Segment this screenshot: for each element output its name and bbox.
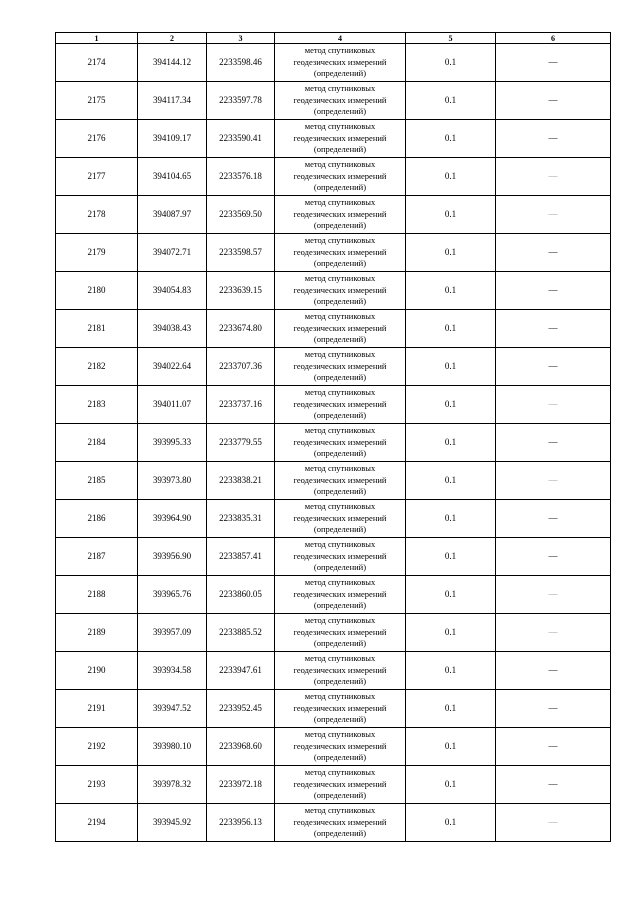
method-cell: [275, 272, 406, 310]
method-line: геодезических измерений: [293, 816, 387, 827]
note-cell: [496, 652, 611, 690]
point-number-cell: 2177: [56, 158, 138, 196]
y-coordinate-cell: 2233857.41: [207, 538, 275, 576]
x-coordinate-cell: 393934.58: [138, 652, 207, 690]
x-coordinate-cell: 394038.43: [138, 310, 207, 348]
method-line: метод спутниковых: [304, 501, 376, 512]
accuracy-cell: 0.1: [406, 424, 496, 462]
x-coordinate-cell: 394011.07: [138, 386, 207, 424]
note-cell: [496, 500, 611, 538]
accuracy-cell: 0.1: [406, 576, 496, 614]
note-dash: —: [548, 665, 558, 675]
table-row: [56, 120, 611, 158]
note-dash: —: [548, 361, 558, 371]
method-line: (определений): [313, 68, 367, 79]
method-line: (определений): [313, 258, 367, 269]
method-line: метод спутниковых: [304, 539, 376, 550]
method-line: метод спутниковых: [304, 691, 376, 702]
method-line: метод спутниковых: [304, 159, 376, 170]
accuracy-cell: 0.1: [406, 120, 496, 158]
method-cell: [275, 538, 406, 576]
method-line: геодезических измерений: [293, 322, 387, 333]
y-coordinate-cell: 2233598.57: [207, 234, 275, 272]
method-line: (определений): [313, 562, 367, 573]
point-number-cell: 2174: [56, 44, 138, 82]
method-line: геодезических измерений: [293, 56, 387, 67]
note-cell: [496, 462, 611, 500]
method-line: геодезических измерений: [293, 512, 387, 523]
method-cell: [275, 348, 406, 386]
method-line: геодезических измерений: [293, 626, 387, 637]
table-row: [56, 728, 611, 766]
accuracy-cell: 0.1: [406, 158, 496, 196]
point-number-cell: 2183: [56, 386, 138, 424]
method-line: метод спутниковых: [304, 805, 376, 816]
point-number-cell: 2190: [56, 652, 138, 690]
note-cell: [496, 234, 611, 272]
point-number-cell: 2180: [56, 272, 138, 310]
method-cell: [275, 576, 406, 614]
note-dash: —: [548, 703, 558, 713]
column-header-2: 2: [138, 33, 207, 44]
point-number-cell: 2176: [56, 120, 138, 158]
method-line: метод спутниковых: [304, 311, 376, 322]
method-line: (определений): [313, 828, 367, 839]
point-number-cell: 2187: [56, 538, 138, 576]
x-coordinate-cell: 393956.90: [138, 538, 207, 576]
point-number-cell: 2181: [56, 310, 138, 348]
note-cell: [496, 614, 611, 652]
table-row: [56, 652, 611, 690]
method-line: (определений): [313, 144, 367, 155]
y-coordinate-cell: 2233947.61: [207, 652, 275, 690]
note-dash: —: [548, 171, 558, 181]
note-cell: [496, 310, 611, 348]
x-coordinate-cell: 394087.97: [138, 196, 207, 234]
method-cell: [275, 462, 406, 500]
x-coordinate-cell: 393945.92: [138, 804, 207, 842]
method-line: (определений): [313, 714, 367, 725]
y-coordinate-cell: 2233590.41: [207, 120, 275, 158]
note-cell: [496, 690, 611, 728]
method-line: геодезических измерений: [293, 208, 387, 219]
note-cell: [496, 196, 611, 234]
table-row: [56, 234, 611, 272]
method-line: метод спутниковых: [304, 463, 376, 474]
table-row: [56, 576, 611, 614]
y-coordinate-cell: 2233597.78: [207, 82, 275, 120]
y-coordinate-cell: 2233956.13: [207, 804, 275, 842]
table-body: [56, 44, 611, 842]
note-dash: —: [548, 475, 558, 485]
table-row: [56, 500, 611, 538]
method-line: геодезических измерений: [293, 132, 387, 143]
method-line: метод спутниковых: [304, 425, 376, 436]
note-cell: [496, 804, 611, 842]
method-line: геодезических измерений: [293, 588, 387, 599]
table-row: [56, 766, 611, 804]
note-cell: [496, 576, 611, 614]
column-header-3: 3: [207, 33, 275, 44]
coordinates-table: [55, 32, 611, 842]
note-dash: —: [548, 589, 558, 599]
table-row: [56, 386, 611, 424]
x-coordinate-cell: 394054.83: [138, 272, 207, 310]
y-coordinate-cell: 2233737.16: [207, 386, 275, 424]
accuracy-cell: 0.1: [406, 728, 496, 766]
y-coordinate-cell: 2233885.52: [207, 614, 275, 652]
method-cell: [275, 804, 406, 842]
table-row: [56, 196, 611, 234]
note-dash: —: [548, 627, 558, 637]
x-coordinate-cell: 394104.65: [138, 158, 207, 196]
y-coordinate-cell: 2233860.05: [207, 576, 275, 614]
table-row: [56, 310, 611, 348]
method-line: геодезических измерений: [293, 436, 387, 447]
method-line: метод спутниковых: [304, 121, 376, 132]
point-number-cell: 2178: [56, 196, 138, 234]
method-line: (определений): [313, 296, 367, 307]
accuracy-cell: 0.1: [406, 614, 496, 652]
method-cell: [275, 614, 406, 652]
y-coordinate-cell: 2233972.18: [207, 766, 275, 804]
point-number-cell: 2193: [56, 766, 138, 804]
note-dash: —: [548, 133, 558, 143]
accuracy-cell: 0.1: [406, 196, 496, 234]
table-row: [56, 424, 611, 462]
x-coordinate-cell: 393980.10: [138, 728, 207, 766]
accuracy-cell: 0.1: [406, 234, 496, 272]
note-cell: [496, 424, 611, 462]
method-line: (определений): [313, 676, 367, 687]
note-cell: [496, 728, 611, 766]
accuracy-cell: 0.1: [406, 348, 496, 386]
note-dash: —: [548, 247, 558, 257]
y-coordinate-cell: 2233952.45: [207, 690, 275, 728]
method-line: (определений): [313, 448, 367, 459]
method-cell: [275, 424, 406, 462]
method-line: метод спутниковых: [304, 349, 376, 360]
column-header-1: 1: [56, 33, 138, 44]
method-line: метод спутниковых: [304, 767, 376, 778]
note-cell: [496, 766, 611, 804]
method-line: метод спутниковых: [304, 197, 376, 208]
note-dash: —: [548, 399, 558, 409]
method-line: геодезических измерений: [293, 740, 387, 751]
method-line: метод спутниковых: [304, 653, 376, 664]
method-cell: [275, 728, 406, 766]
table-row: [56, 690, 611, 728]
method-cell: [275, 766, 406, 804]
column-header-5: 5: [406, 33, 496, 44]
method-line: (определений): [313, 372, 367, 383]
note-dash: —: [548, 285, 558, 295]
method-line: метод спутниковых: [304, 45, 376, 56]
y-coordinate-cell: 2233968.60: [207, 728, 275, 766]
table-row: [56, 158, 611, 196]
note-cell: [496, 44, 611, 82]
method-line: геодезических измерений: [293, 550, 387, 561]
y-coordinate-cell: 2233569.50: [207, 196, 275, 234]
method-line: геодезических измерений: [293, 170, 387, 181]
method-line: метод спутниковых: [304, 577, 376, 588]
note-dash: —: [548, 437, 558, 447]
y-coordinate-cell: 2233576.18: [207, 158, 275, 196]
method-cell: [275, 234, 406, 272]
point-number-cell: 2191: [56, 690, 138, 728]
note-dash: —: [548, 57, 558, 67]
method-cell: [275, 652, 406, 690]
method-line: геодезических измерений: [293, 702, 387, 713]
x-coordinate-cell: 394144.12: [138, 44, 207, 82]
method-line: (определений): [313, 638, 367, 649]
note-cell: [496, 348, 611, 386]
point-number-cell: 2185: [56, 462, 138, 500]
note-dash: —: [548, 95, 558, 105]
x-coordinate-cell: 394072.71: [138, 234, 207, 272]
note-cell: [496, 386, 611, 424]
x-coordinate-cell: 393947.52: [138, 690, 207, 728]
y-coordinate-cell: 2233779.55: [207, 424, 275, 462]
accuracy-cell: 0.1: [406, 538, 496, 576]
note-dash: —: [548, 513, 558, 523]
method-line: геодезических измерений: [293, 474, 387, 485]
accuracy-cell: 0.1: [406, 804, 496, 842]
method-line: (определений): [313, 752, 367, 763]
accuracy-cell: 0.1: [406, 462, 496, 500]
point-number-cell: 2184: [56, 424, 138, 462]
method-line: геодезических измерений: [293, 398, 387, 409]
method-cell: [275, 500, 406, 538]
y-coordinate-cell: 2233639.15: [207, 272, 275, 310]
accuracy-cell: 0.1: [406, 82, 496, 120]
note-cell: [496, 82, 611, 120]
point-number-cell: 2192: [56, 728, 138, 766]
method-line: геодезических измерений: [293, 664, 387, 675]
point-number-cell: 2189: [56, 614, 138, 652]
note-cell: [496, 538, 611, 576]
point-number-cell: 2175: [56, 82, 138, 120]
method-line: геодезических измерений: [293, 778, 387, 789]
method-line: (определений): [313, 410, 367, 421]
table-header: [56, 33, 611, 44]
method-line: метод спутниковых: [304, 273, 376, 284]
note-dash: —: [548, 323, 558, 333]
x-coordinate-cell: 394022.64: [138, 348, 207, 386]
table-row: [56, 82, 611, 120]
y-coordinate-cell: 2233707.36: [207, 348, 275, 386]
point-number-cell: 2194: [56, 804, 138, 842]
accuracy-cell: 0.1: [406, 310, 496, 348]
method-line: геодезических измерений: [293, 94, 387, 105]
table-row: [56, 614, 611, 652]
x-coordinate-cell: 394109.17: [138, 120, 207, 158]
accuracy-cell: 0.1: [406, 272, 496, 310]
point-number-cell: 2188: [56, 576, 138, 614]
method-line: метод спутниковых: [304, 83, 376, 94]
method-line: (определений): [313, 600, 367, 611]
method-cell: [275, 158, 406, 196]
method-line: (определений): [313, 334, 367, 345]
x-coordinate-cell: 393964.90: [138, 500, 207, 538]
x-coordinate-cell: 393995.33: [138, 424, 207, 462]
y-coordinate-cell: 2233835.31: [207, 500, 275, 538]
method-line: (определений): [313, 486, 367, 497]
note-dash: —: [548, 817, 558, 827]
accuracy-cell: 0.1: [406, 386, 496, 424]
table-row: [56, 44, 611, 82]
table-row: [56, 462, 611, 500]
table-row: [56, 538, 611, 576]
method-cell: [275, 310, 406, 348]
method-line: (определений): [313, 790, 367, 801]
method-line: метод спутниковых: [304, 387, 376, 398]
note-cell: [496, 120, 611, 158]
method-line: геодезических измерений: [293, 284, 387, 295]
point-number-cell: 2186: [56, 500, 138, 538]
accuracy-cell: 0.1: [406, 500, 496, 538]
method-cell: [275, 120, 406, 158]
column-header-4: 4: [275, 33, 406, 44]
y-coordinate-cell: 2233838.21: [207, 462, 275, 500]
accuracy-cell: 0.1: [406, 690, 496, 728]
note-dash: —: [548, 779, 558, 789]
method-cell: [275, 196, 406, 234]
note-dash: —: [548, 551, 558, 561]
method-line: геодезических измерений: [293, 360, 387, 371]
y-coordinate-cell: 2233674.80: [207, 310, 275, 348]
accuracy-cell: 0.1: [406, 652, 496, 690]
note-cell: [496, 272, 611, 310]
note-dash: —: [548, 209, 558, 219]
accuracy-cell: 0.1: [406, 766, 496, 804]
x-coordinate-cell: 393978.32: [138, 766, 207, 804]
note-dash: —: [548, 741, 558, 751]
method-cell: [275, 690, 406, 728]
method-line: (определений): [313, 220, 367, 231]
method-line: метод спутниковых: [304, 615, 376, 626]
method-line: (определений): [313, 106, 367, 117]
table-row: [56, 348, 611, 386]
table-row: [56, 272, 611, 310]
x-coordinate-cell: 394117.34: [138, 82, 207, 120]
method-cell: [275, 44, 406, 82]
method-line: (определений): [313, 182, 367, 193]
method-cell: [275, 386, 406, 424]
column-header-6: 6: [496, 33, 611, 44]
x-coordinate-cell: 393973.80: [138, 462, 207, 500]
method-line: метод спутниковых: [304, 235, 376, 246]
method-cell: [275, 82, 406, 120]
method-line: метод спутниковых: [304, 729, 376, 740]
y-coordinate-cell: 2233598.46: [207, 44, 275, 82]
method-line: геодезических измерений: [293, 246, 387, 257]
point-number-cell: 2179: [56, 234, 138, 272]
accuracy-cell: 0.1: [406, 44, 496, 82]
method-line: (определений): [313, 524, 367, 535]
table-row: [56, 804, 611, 842]
x-coordinate-cell: 393957.09: [138, 614, 207, 652]
x-coordinate-cell: 393965.76: [138, 576, 207, 614]
header-row: [56, 33, 611, 44]
point-number-cell: 2182: [56, 348, 138, 386]
note-cell: [496, 158, 611, 196]
